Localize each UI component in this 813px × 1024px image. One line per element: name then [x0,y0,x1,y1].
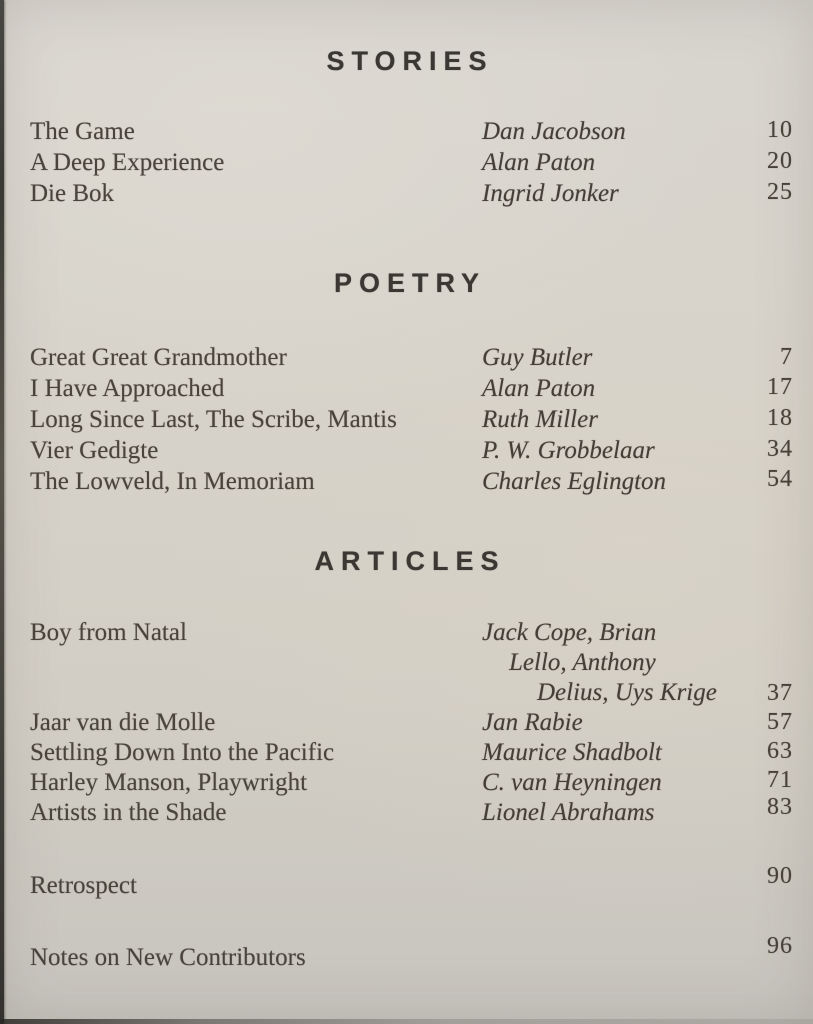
entry-page-number: 57 [767,709,793,735]
entry-title: I Have Approached [30,375,225,402]
toc-row [0,116,813,147]
entry-page-number: 25 [767,179,793,205]
entry-page-number: 10 [767,117,793,143]
toc-row [0,863,813,901]
toc-row [0,708,813,738]
entry-title: The Lowveld, In Memoriam [30,468,315,495]
entry-title: Jaar van die Molle [30,709,216,736]
entry-title: Die Bok [30,180,115,207]
toc-row [0,404,813,435]
entry-author-line: Delius, Uys Krige [537,679,717,706]
section-entry-list [0,116,813,209]
entry-author: Dan Jacobson [482,118,626,145]
entry-page-number: 18 [767,405,793,431]
toc-row [0,373,813,404]
toc-section [0,44,813,209]
entry-page-number: 37 [767,680,793,706]
entry-title: Harley Manson, Playwright [30,769,308,796]
entry-author: P. W. Grobbelaar [482,437,655,464]
entry-author: Jan Rabie [482,709,583,736]
entry-title: Vier Gedigte [30,437,159,464]
toc-row [0,933,813,973]
section-entry-list [0,618,813,828]
section-entry-list [0,863,813,973]
entry-author: Alan Paton [482,149,596,176]
entry-title: Notes on New Contributors [30,944,306,971]
toc-row [0,466,813,497]
entry-author-line: Lello, Anthony [509,649,656,676]
section-heading: POETRY [333,268,487,298]
entry-author [482,618,723,708]
entry-page-number: 7 [780,344,793,370]
entry-author: Guy Butler [482,344,593,371]
entry-title: Artists in the Shade [30,799,227,826]
entry-page-number: 34 [767,436,793,462]
toc-row [0,794,813,828]
entry-page-number: 90 [767,863,793,889]
section-heading: STORIES [326,46,494,76]
toc-section [0,544,813,828]
entry-title: Great Great Grandmother [30,344,287,371]
entry-page-number: 83 [767,794,793,820]
entry-page-number: 63 [767,738,793,764]
toc-row [0,768,813,798]
entry-author: Ruth Miller [482,406,598,433]
page-edge-shadow-left [0,0,4,1024]
toc-row [0,435,813,466]
entry-title: Long Since Last, The Scribe, Mantis [30,406,397,433]
section-heading: ARTICLES [314,546,506,576]
entry-author: Maurice Shadbolt [482,739,662,766]
entry-page-number: 96 [767,933,793,959]
entry-author-line: Jack Cope, Brian [482,619,657,646]
toc-section [0,864,813,973]
entry-page-number: 71 [767,767,793,793]
toc-row [0,178,813,209]
toc-row [0,618,813,708]
entry-title: Settling Down Into the Pacific [30,739,335,766]
entry-author: Alan Paton [482,375,596,402]
entry-title: The Game [30,118,135,145]
entry-author: Lionel Abrahams [482,799,655,826]
toc-section [0,266,813,497]
entry-page-number: 20 [767,148,793,174]
section-entry-list [0,342,813,497]
entry-author: Ingrid Jonker [482,180,619,207]
entry-author: C. van Heyningen [482,769,662,796]
toc-row [0,342,813,373]
entry-title: Boy from Natal [30,619,187,646]
entry-author: Charles Eglington [482,468,667,495]
page-edge-shadow-bottom [0,1019,813,1024]
entry-page-number: 54 [767,466,793,492]
toc-row [0,738,813,768]
entry-page-number: 17 [767,374,793,400]
toc-row [0,147,813,178]
entry-title: A Deep Experience [30,149,225,176]
entry-title: Retrospect [30,872,137,899]
